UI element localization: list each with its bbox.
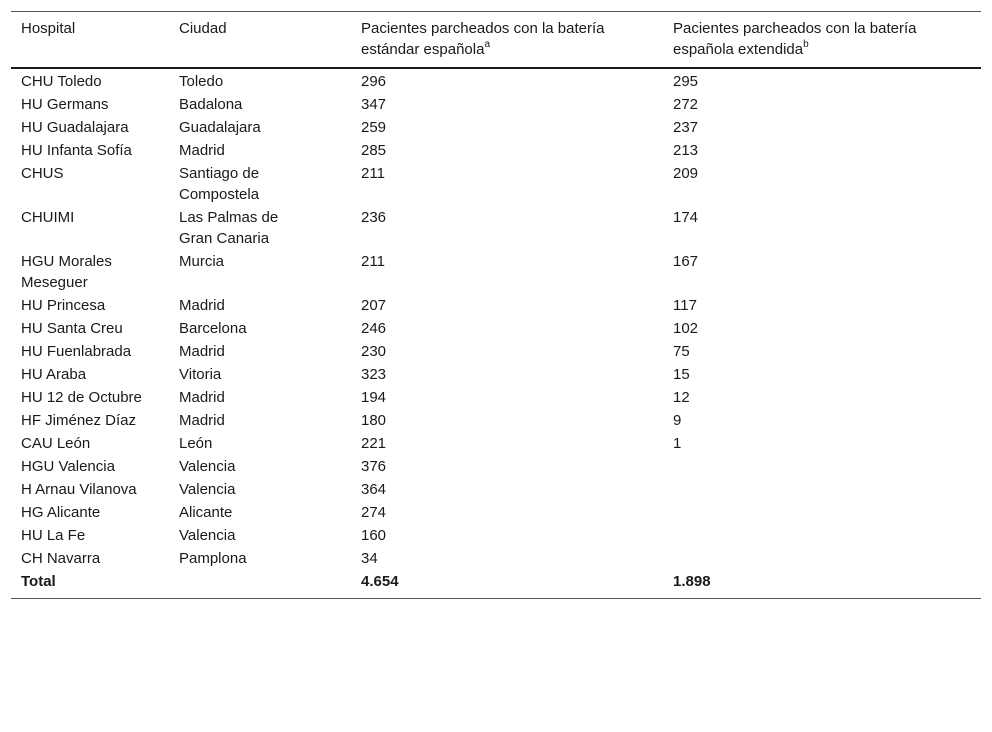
- header-extended-footnote-mark: b: [803, 39, 809, 50]
- header-extended-label: Pacientes parcheados con la batería española extendida: [673, 20, 917, 58]
- table-row: [11, 68, 981, 93]
- table-row: [11, 206, 981, 250]
- city-cell: Madrid: [179, 297, 225, 314]
- city-cell: Las Palmas de Gran Canaria: [179, 209, 279, 247]
- extended-count-cell: 102: [673, 320, 699, 337]
- hospital-cell: HU Princesa: [21, 297, 106, 314]
- table-row: [11, 93, 981, 116]
- standard-count-cell: 246: [361, 320, 387, 337]
- table-row: [11, 409, 981, 432]
- standard-count-cell: 221: [361, 435, 387, 452]
- standard-count-cell: 285: [361, 142, 387, 159]
- hospital-cell: HU Araba: [21, 366, 87, 383]
- table-row: [11, 524, 981, 547]
- city-cell: Vitoria: [179, 366, 222, 383]
- city-cell: Barcelona: [179, 320, 247, 337]
- table-row: [11, 139, 981, 162]
- hospital-cell: CHU Toledo: [21, 73, 102, 90]
- standard-count-cell: 296: [361, 73, 387, 90]
- table-row: [11, 386, 981, 409]
- table-row: [11, 501, 981, 524]
- city-cell: León: [179, 435, 213, 452]
- hospital-cell: HF Jiménez Díaz: [21, 412, 137, 429]
- header-standard-battery: [351, 12, 663, 69]
- hospital-cell: HU 12 de Octubre: [21, 389, 142, 406]
- total-extended: 1.898: [673, 573, 711, 590]
- table-row: [11, 478, 981, 501]
- table-row: [11, 317, 981, 340]
- hospital-cell: CHUIMI: [21, 209, 75, 226]
- table-row: [11, 340, 981, 363]
- city-cell: Badalona: [179, 96, 243, 113]
- header-city-label: Ciudad: [179, 20, 227, 37]
- extended-count-cell: 272: [673, 96, 699, 113]
- city-cell: Madrid: [179, 343, 225, 360]
- header-standard-footnote-mark: a: [484, 39, 490, 50]
- city-cell: Madrid: [179, 389, 225, 406]
- hospital-patients-table-container: [11, 11, 981, 599]
- city-cell: Murcia: [179, 253, 225, 270]
- standard-count-cell: 211: [361, 253, 385, 270]
- city-cell: Madrid: [179, 142, 225, 159]
- city-cell: Madrid: [179, 412, 225, 429]
- standard-count-cell: 34: [361, 550, 378, 567]
- hospital-cell: HU Guadalajara: [21, 119, 129, 136]
- standard-count-cell: 323: [361, 366, 387, 383]
- city-cell: Pamplona: [179, 550, 247, 567]
- standard-count-cell: 347: [361, 96, 387, 113]
- header-city: [169, 12, 351, 69]
- extended-count-cell: 15: [673, 366, 690, 383]
- total-city-empty: [169, 570, 351, 599]
- header-standard-label: Pacientes parcheados con la batería estándar española: [361, 20, 605, 58]
- hospital-cell: CH Navarra: [21, 550, 101, 567]
- city-cell: Valencia: [179, 527, 236, 544]
- hospital-cell: HU Fuenlabrada: [21, 343, 132, 360]
- city-cell: Alicante: [179, 504, 233, 521]
- extended-count-cell: 174: [673, 209, 699, 226]
- hospital-cell: HU Germans: [21, 96, 109, 113]
- standard-count-cell: 194: [361, 389, 387, 406]
- total-row: [11, 570, 981, 599]
- hospital-cell: HGU Morales Meseguer: [21, 253, 112, 291]
- table-body: [11, 68, 981, 570]
- header-hospital: [11, 12, 169, 69]
- extended-count-cell: 295: [673, 73, 699, 90]
- standard-count-cell: 211: [361, 165, 385, 182]
- standard-count-cell: 376: [361, 458, 387, 475]
- table-row: [11, 294, 981, 317]
- city-cell: Toledo: [179, 73, 224, 90]
- extended-count-cell: [663, 478, 981, 501]
- city-cell: Valencia: [179, 458, 236, 475]
- hospital-cell: HG Alicante: [21, 504, 101, 521]
- standard-count-cell: 259: [361, 119, 387, 136]
- hospital-cell: CAU León: [21, 435, 91, 452]
- city-cell: Valencia: [179, 481, 236, 498]
- extended-count-cell: [663, 455, 981, 478]
- header-row: [11, 12, 981, 69]
- extended-count-cell: 117: [673, 297, 697, 314]
- hospital-cell: CHUS: [21, 165, 64, 182]
- table-row: [11, 455, 981, 478]
- total-standard: 4.654: [361, 573, 399, 590]
- extended-count-cell: 1: [673, 435, 682, 452]
- hospital-patients-table: [11, 11, 981, 599]
- header-hospital-label: Hospital: [21, 20, 76, 37]
- table-row: [11, 116, 981, 139]
- table-footer: [11, 570, 981, 599]
- table-row: [11, 363, 981, 386]
- table-row: [11, 432, 981, 455]
- standard-count-cell: 274: [361, 504, 387, 521]
- total-label: Total: [21, 573, 56, 590]
- hospital-cell: HU La Fe: [21, 527, 86, 544]
- standard-count-cell: 364: [361, 481, 387, 498]
- extended-count-cell: [663, 524, 981, 547]
- extended-count-cell: 213: [673, 142, 699, 159]
- hospital-cell: HU Infanta Sofía: [21, 142, 132, 159]
- hospital-cell: HGU Valencia: [21, 458, 115, 475]
- standard-count-cell: 207: [361, 297, 387, 314]
- table-row: [11, 250, 981, 294]
- standard-count-cell: 180: [361, 412, 387, 429]
- table-row: [11, 547, 981, 570]
- extended-count-cell: 9: [673, 412, 682, 429]
- standard-count-cell: 160: [361, 527, 387, 544]
- extended-count-cell: 12: [673, 389, 690, 406]
- extended-count-cell: [663, 501, 981, 524]
- header-extended-battery: [663, 12, 981, 69]
- city-cell: Santiago de Compostela: [179, 165, 260, 203]
- table-header: [11, 12, 981, 69]
- city-cell: Guadalajara: [179, 119, 261, 136]
- extended-count-cell: 75: [673, 343, 690, 360]
- hospital-cell: H Arnau Vilanova: [21, 481, 137, 498]
- standard-count-cell: 230: [361, 343, 387, 360]
- hospital-cell: HU Santa Creu: [21, 320, 123, 337]
- extended-count-cell: 209: [673, 165, 699, 182]
- extended-count-cell: 237: [673, 119, 699, 136]
- standard-count-cell: 236: [361, 209, 387, 226]
- table-row: [11, 162, 981, 206]
- extended-count-cell: 167: [673, 253, 699, 270]
- extended-count-cell: [663, 547, 981, 570]
